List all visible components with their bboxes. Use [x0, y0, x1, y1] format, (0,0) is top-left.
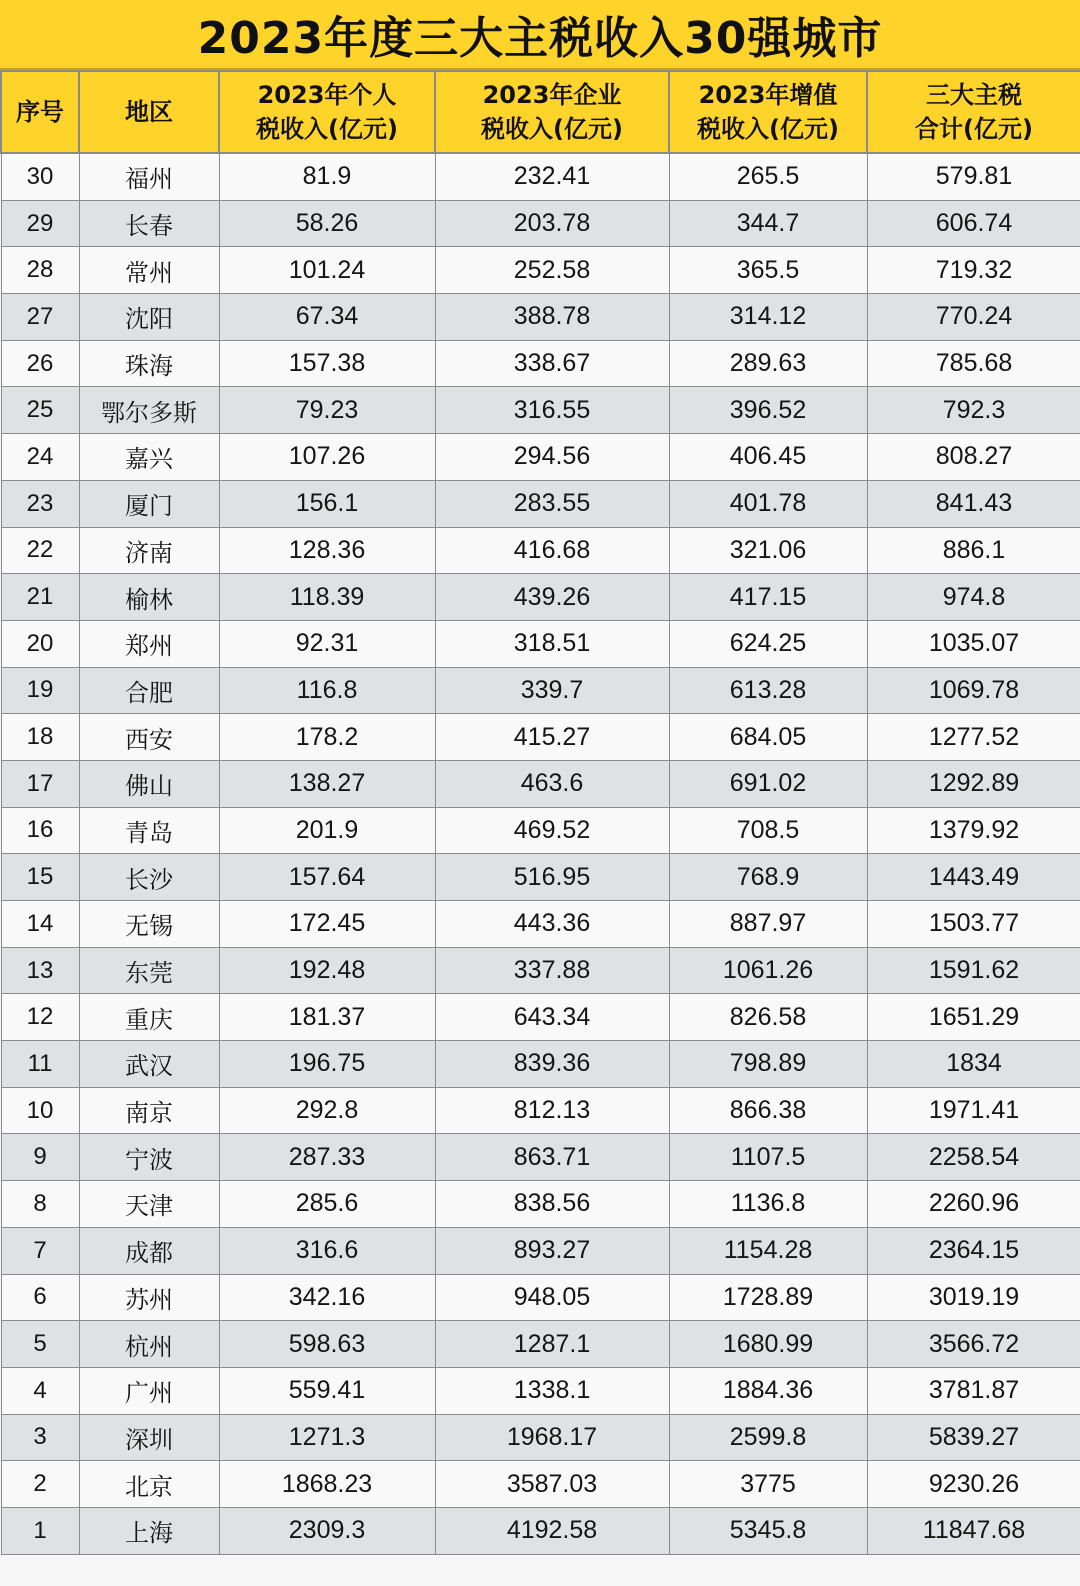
table-row: [1, 387, 1080, 434]
cell-corporate-tax: 948.05: [435, 1274, 669, 1321]
cell-rank: 12: [1, 994, 79, 1041]
cell-vat: 1061.26: [669, 947, 867, 994]
header-corporate-tax: [435, 71, 669, 153]
cell-corporate-tax: 469.52: [435, 807, 669, 854]
cell-rank: 17: [1, 760, 79, 807]
cell-corporate-tax: 416.68: [435, 527, 669, 574]
cell-corporate-tax: 338.67: [435, 340, 669, 387]
table-row: [1, 153, 1080, 200]
cell-city: 西安: [79, 714, 219, 761]
table-row: [1, 1367, 1080, 1414]
cell-personal-tax: 92.31: [219, 620, 435, 667]
cell-vat: 265.5: [669, 153, 867, 200]
cell-vat: 344.7: [669, 200, 867, 247]
cell-vat: 401.78: [669, 480, 867, 527]
table-row: [1, 667, 1080, 714]
cell-corporate-tax: 516.95: [435, 854, 669, 901]
cell-rank: 27: [1, 294, 79, 341]
cell-total: 2258.54: [867, 1134, 1080, 1181]
cell-rank: 3: [1, 1414, 79, 1461]
cell-total: 1035.07: [867, 620, 1080, 667]
cell-personal-tax: 342.16: [219, 1274, 435, 1321]
cell-personal-tax: 598.63: [219, 1321, 435, 1368]
cell-vat: 417.15: [669, 574, 867, 621]
cell-corporate-tax: 863.71: [435, 1134, 669, 1181]
cell-rank: 10: [1, 1087, 79, 1134]
cell-personal-tax: 201.9: [219, 807, 435, 854]
cell-city: 济南: [79, 527, 219, 574]
cell-corporate-tax: 294.56: [435, 434, 669, 481]
cell-rank: 19: [1, 667, 79, 714]
cell-corporate-tax: 439.26: [435, 574, 669, 621]
cell-rank: 16: [1, 807, 79, 854]
table-body: [1, 153, 1080, 1554]
header-city: 地区: [79, 71, 219, 153]
table-row: [1, 620, 1080, 667]
cell-vat: 321.06: [669, 527, 867, 574]
table-row: [1, 714, 1080, 761]
cell-personal-tax: 181.37: [219, 994, 435, 1041]
cell-city: 苏州: [79, 1274, 219, 1321]
cell-rank: 13: [1, 947, 79, 994]
cell-personal-tax: 172.45: [219, 901, 435, 948]
header-total-line2: 合计(亿元): [915, 115, 1033, 143]
table-row: [1, 1414, 1080, 1461]
cell-total: 1971.41: [867, 1087, 1080, 1134]
cell-rank: 14: [1, 901, 79, 948]
cell-city: 长沙: [79, 854, 219, 901]
header-vat-line2: 税收入(亿元): [697, 115, 839, 143]
cell-rank: 25: [1, 387, 79, 434]
cell-corporate-tax: 3587.03: [435, 1461, 669, 1508]
cell-city: 上海: [79, 1507, 219, 1554]
cell-rank: 5: [1, 1321, 79, 1368]
cell-vat: 691.02: [669, 760, 867, 807]
cell-personal-tax: 118.39: [219, 574, 435, 621]
table-row: [1, 1087, 1080, 1134]
cell-personal-tax: 1271.3: [219, 1414, 435, 1461]
table-row: [1, 1041, 1080, 1088]
table-row: [1, 480, 1080, 527]
cell-corporate-tax: 203.78: [435, 200, 669, 247]
cell-rank: 4: [1, 1367, 79, 1414]
cell-city: 青岛: [79, 807, 219, 854]
table-row: [1, 1321, 1080, 1368]
cell-rank: 22: [1, 527, 79, 574]
cell-vat: 365.5: [669, 247, 867, 294]
table-row: [1, 434, 1080, 481]
cell-rank: 15: [1, 854, 79, 901]
table-row: [1, 340, 1080, 387]
cell-city: 杭州: [79, 1321, 219, 1368]
cell-corporate-tax: 643.34: [435, 994, 669, 1041]
table-row: [1, 1461, 1080, 1508]
header-total-line1: 三大主税: [926, 81, 1022, 109]
cell-corporate-tax: 283.55: [435, 480, 669, 527]
cell-total: 579.81: [867, 153, 1080, 200]
cell-city: 重庆: [79, 994, 219, 1041]
cell-city: 鄂尔多斯: [79, 387, 219, 434]
cell-city: 郑州: [79, 620, 219, 667]
cell-vat: 1136.8: [669, 1181, 867, 1228]
cell-personal-tax: 2309.3: [219, 1507, 435, 1554]
cell-personal-tax: 67.34: [219, 294, 435, 341]
cell-corporate-tax: 838.56: [435, 1181, 669, 1228]
cell-personal-tax: 157.64: [219, 854, 435, 901]
cell-corporate-tax: 463.6: [435, 760, 669, 807]
cell-rank: 18: [1, 714, 79, 761]
table-row: [1, 947, 1080, 994]
cell-city: 长春: [79, 200, 219, 247]
table-row: [1, 1507, 1080, 1554]
cell-corporate-tax: 337.88: [435, 947, 669, 994]
cell-total: 1443.49: [867, 854, 1080, 901]
data-table: [0, 70, 1080, 1555]
cell-city: 珠海: [79, 340, 219, 387]
cell-vat: 396.52: [669, 387, 867, 434]
cell-total: 792.3: [867, 387, 1080, 434]
cell-total: 770.24: [867, 294, 1080, 341]
cell-vat: 1107.5: [669, 1134, 867, 1181]
cell-personal-tax: 58.26: [219, 200, 435, 247]
cell-personal-tax: 1868.23: [219, 1461, 435, 1508]
cell-vat: 2599.8: [669, 1414, 867, 1461]
cell-total: 3566.72: [867, 1321, 1080, 1368]
cell-vat: 708.5: [669, 807, 867, 854]
table-row: [1, 574, 1080, 621]
cell-city: 天津: [79, 1181, 219, 1228]
cell-total: 719.32: [867, 247, 1080, 294]
cell-city: 宁波: [79, 1134, 219, 1181]
table-row: [1, 807, 1080, 854]
cell-corporate-tax: 252.58: [435, 247, 669, 294]
table-row: [1, 901, 1080, 948]
cell-vat: 1154.28: [669, 1227, 867, 1274]
cell-total: 3781.87: [867, 1367, 1080, 1414]
cell-personal-tax: 156.1: [219, 480, 435, 527]
cell-rank: 20: [1, 620, 79, 667]
cell-corporate-tax: 839.36: [435, 1041, 669, 1088]
cell-rank: 29: [1, 200, 79, 247]
cell-city: 成都: [79, 1227, 219, 1274]
cell-vat: 866.38: [669, 1087, 867, 1134]
cell-city: 合肥: [79, 667, 219, 714]
cell-total: 1503.77: [867, 901, 1080, 948]
cell-total: 1651.29: [867, 994, 1080, 1041]
cell-city: 常州: [79, 247, 219, 294]
cell-rank: 23: [1, 480, 79, 527]
cell-vat: 768.9: [669, 854, 867, 901]
cell-corporate-tax: 1968.17: [435, 1414, 669, 1461]
cell-city: 东莞: [79, 947, 219, 994]
header-total: [867, 71, 1080, 153]
header-personal-line1: 2023年个人: [257, 81, 397, 109]
cell-total: 2364.15: [867, 1227, 1080, 1274]
cell-personal-tax: 292.8: [219, 1087, 435, 1134]
header-personal-line2: 税收入(亿元): [256, 115, 398, 143]
cell-personal-tax: 138.27: [219, 760, 435, 807]
cell-vat: 3775: [669, 1461, 867, 1508]
cell-vat: 826.58: [669, 994, 867, 1041]
cell-personal-tax: 101.24: [219, 247, 435, 294]
table-row: [1, 760, 1080, 807]
cell-personal-tax: 116.8: [219, 667, 435, 714]
cell-rank: 28: [1, 247, 79, 294]
cell-corporate-tax: 4192.58: [435, 1507, 669, 1554]
cell-rank: 1: [1, 1507, 79, 1554]
header-personal-tax: [219, 71, 435, 153]
cell-corporate-tax: 893.27: [435, 1227, 669, 1274]
header-rank: 序号: [1, 71, 79, 153]
cell-personal-tax: 178.2: [219, 714, 435, 761]
cell-vat: 314.12: [669, 294, 867, 341]
cell-total: 841.43: [867, 480, 1080, 527]
cell-total: 2260.96: [867, 1181, 1080, 1228]
cell-city: 北京: [79, 1461, 219, 1508]
cell-vat: 684.05: [669, 714, 867, 761]
cell-personal-tax: 285.6: [219, 1181, 435, 1228]
cell-rank: 7: [1, 1227, 79, 1274]
cell-city: 佛山: [79, 760, 219, 807]
cell-vat: 798.89: [669, 1041, 867, 1088]
cell-vat: 887.97: [669, 901, 867, 948]
cell-total: 11847.68: [867, 1507, 1080, 1554]
cell-corporate-tax: 1338.1: [435, 1367, 669, 1414]
cell-total: 886.1: [867, 527, 1080, 574]
cell-rank: 26: [1, 340, 79, 387]
cell-city: 沈阳: [79, 294, 219, 341]
cell-total: 1277.52: [867, 714, 1080, 761]
cell-rank: 8: [1, 1181, 79, 1228]
cell-total: 1292.89: [867, 760, 1080, 807]
cell-rank: 2: [1, 1461, 79, 1508]
cell-personal-tax: 79.23: [219, 387, 435, 434]
cell-personal-tax: 316.6: [219, 1227, 435, 1274]
cell-city: 嘉兴: [79, 434, 219, 481]
cell-vat: 289.63: [669, 340, 867, 387]
cell-city: 厦门: [79, 480, 219, 527]
cell-rank: 11: [1, 1041, 79, 1088]
cell-total: 808.27: [867, 434, 1080, 481]
cell-corporate-tax: 443.36: [435, 901, 669, 948]
cell-total: 1591.62: [867, 947, 1080, 994]
table-row: [1, 294, 1080, 341]
cell-city: 无锡: [79, 901, 219, 948]
cell-rank: 6: [1, 1274, 79, 1321]
cell-vat: 406.45: [669, 434, 867, 481]
cell-corporate-tax: 316.55: [435, 387, 669, 434]
table-row: [1, 1227, 1080, 1274]
cell-personal-tax: 559.41: [219, 1367, 435, 1414]
cell-corporate-tax: 812.13: [435, 1087, 669, 1134]
cell-vat: 1728.89: [669, 1274, 867, 1321]
cell-total: 1379.92: [867, 807, 1080, 854]
cell-city: 福州: [79, 153, 219, 200]
cell-corporate-tax: 388.78: [435, 294, 669, 341]
cell-vat: 5345.8: [669, 1507, 867, 1554]
header-row: [1, 71, 1080, 153]
cell-corporate-tax: 318.51: [435, 620, 669, 667]
table-row: [1, 247, 1080, 294]
cell-personal-tax: 81.9: [219, 153, 435, 200]
cell-personal-tax: 287.33: [219, 1134, 435, 1181]
cell-total: 9230.26: [867, 1461, 1080, 1508]
cell-personal-tax: 157.38: [219, 340, 435, 387]
cell-rank: 21: [1, 574, 79, 621]
cell-total: 974.8: [867, 574, 1080, 621]
cell-personal-tax: 192.48: [219, 947, 435, 994]
cell-total: 606.74: [867, 200, 1080, 247]
cell-vat: 1884.36: [669, 1367, 867, 1414]
table-row: [1, 527, 1080, 574]
cell-total: 785.68: [867, 340, 1080, 387]
table-row: [1, 1134, 1080, 1181]
cell-personal-tax: 128.36: [219, 527, 435, 574]
cell-total: 1069.78: [867, 667, 1080, 714]
cell-personal-tax: 107.26: [219, 434, 435, 481]
cell-city: 深圳: [79, 1414, 219, 1461]
header-corporate-line1: 2023年企业: [482, 81, 622, 109]
cell-total: 3019.19: [867, 1274, 1080, 1321]
cell-vat: 624.25: [669, 620, 867, 667]
table-row: [1, 994, 1080, 1041]
cell-city: 榆林: [79, 574, 219, 621]
table-row: [1, 200, 1080, 247]
header-vat: [669, 71, 867, 153]
cell-corporate-tax: 415.27: [435, 714, 669, 761]
cell-city: 南京: [79, 1087, 219, 1134]
cell-corporate-tax: 232.41: [435, 153, 669, 200]
cell-total: 1834: [867, 1041, 1080, 1088]
cell-vat: 1680.99: [669, 1321, 867, 1368]
header-vat-line1: 2023年增值: [698, 81, 838, 109]
cell-city: 武汉: [79, 1041, 219, 1088]
cell-total: 5839.27: [867, 1414, 1080, 1461]
cell-corporate-tax: 1287.1: [435, 1321, 669, 1368]
cell-corporate-tax: 339.7: [435, 667, 669, 714]
header-corporate-line2: 税收入(亿元): [481, 115, 623, 143]
cell-rank: 24: [1, 434, 79, 481]
chart-title: 2023年度三大主税收入30强城市: [0, 0, 1080, 70]
cell-personal-tax: 196.75: [219, 1041, 435, 1088]
table-row: [1, 854, 1080, 901]
cell-vat: 613.28: [669, 667, 867, 714]
cell-rank: 30: [1, 153, 79, 200]
cell-rank: 9: [1, 1134, 79, 1181]
table-row: [1, 1274, 1080, 1321]
table-row: [1, 1181, 1080, 1228]
cell-city: 广州: [79, 1367, 219, 1414]
